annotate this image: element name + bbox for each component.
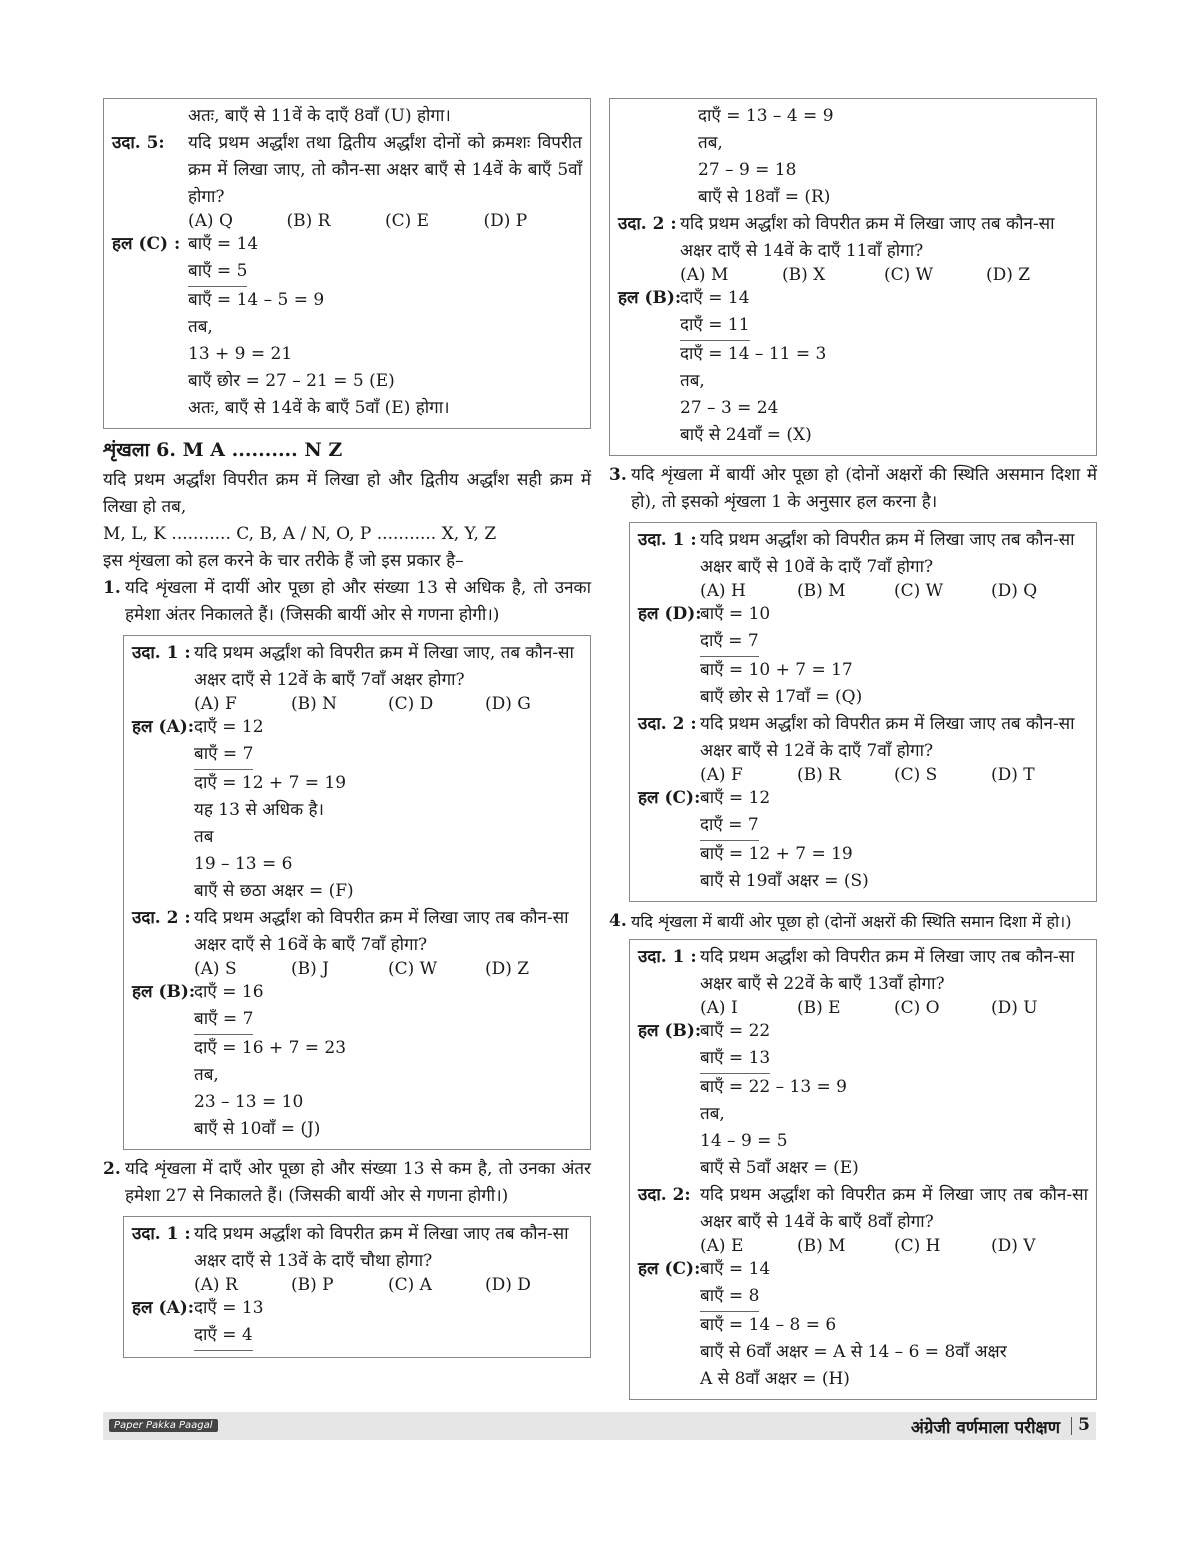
- step: तब,: [188, 317, 213, 337]
- solution-steps: [680, 285, 1088, 449]
- options-row: [638, 765, 1088, 785]
- solution-label: हल (B):: [618, 288, 682, 308]
- option: (C) D: [388, 694, 434, 714]
- option: (D) V: [991, 1236, 1036, 1256]
- option: (C) W: [388, 959, 438, 979]
- step: बाएँ = 10 + 7 = 17: [700, 660, 853, 680]
- solution-steps: [194, 979, 582, 1143]
- step: बाएँ से 5वाँ अक्षर = (E): [700, 1158, 859, 1178]
- method-text: यदि शृंखला में बायीं ओर पूछा हो (दोनों अक्षरों की स्थिति समान दिशा में हो।): [631, 912, 1072, 931]
- step: बाएँ = 14 – 5 = 9: [188, 290, 325, 310]
- step: तब,: [700, 1104, 725, 1124]
- example-label: उदा. 1 :: [638, 530, 697, 550]
- option: (D) Z: [485, 959, 530, 979]
- question-text: यदि प्रथम अर्द्धांश को विपरीत क्रम में लिखा जाए तब कौन-सा अक्षर दाएँ से 16वें के बाएँ 7वाँ होगा?: [194, 908, 569, 955]
- solution-steps: [700, 1256, 1088, 1393]
- example-label: उदा. 2 :: [638, 714, 697, 734]
- solution-steps: [700, 1018, 1088, 1182]
- step: 19 – 13 = 6: [194, 854, 293, 874]
- example-box: [609, 98, 1097, 456]
- option: (A) F: [700, 765, 743, 785]
- options-row: [112, 211, 582, 231]
- example-label: उदा. 1 :: [132, 1224, 191, 1244]
- options-row: [132, 694, 582, 714]
- option: (C) O: [894, 998, 940, 1018]
- chapter-title: अंग्रेजी वर्णमाला परीक्षण: [910, 1418, 1060, 1438]
- method-4: [609, 908, 1097, 935]
- solution: [112, 231, 582, 422]
- example-question: [638, 1182, 1088, 1236]
- option: (D) T: [991, 765, 1035, 785]
- page-number: 5: [1078, 1415, 1090, 1435]
- example-question: [112, 130, 582, 211]
- solution: [132, 979, 582, 1143]
- example-label: उदा. 1 :: [132, 643, 191, 663]
- example-question: [132, 905, 582, 959]
- question-text: यदि प्रथम अर्द्धांश को विपरीत क्रम में लिखा जाए तब कौन-सा अक्षर दाएँ से 14वें के दाएँ 11वाँ होगा?: [680, 214, 1055, 261]
- step: बाएँ = 12 + 7 = 19: [700, 844, 853, 864]
- option: (C) E: [385, 211, 430, 231]
- question-text: यदि प्रथम अर्द्धांश को विपरीत क्रम में लिखा जाए तब कौन-सा अक्षर दाएँ से 13वें के दाएँ चौथा होगा?: [194, 1224, 569, 1271]
- options-row: [638, 998, 1088, 1018]
- option: (A) I: [700, 998, 738, 1018]
- step: बाएँ = 22 – 13 = 9: [700, 1077, 848, 1097]
- method-1: [103, 575, 591, 629]
- example-question: [638, 944, 1088, 998]
- example-box: [123, 1216, 591, 1358]
- option: (C) A: [388, 1275, 432, 1295]
- solution: [638, 601, 1088, 711]
- question-text: यदि प्रथम अर्द्धांश को विपरीत क्रम में लिखा जाए तब कौन-सा अक्षर बाएँ से 12वें के दाएँ 7वाँ होगा?: [700, 714, 1075, 761]
- method-number: 3.: [609, 465, 627, 485]
- step: तब,: [680, 371, 705, 391]
- step: 27 – 9 = 18: [698, 160, 797, 180]
- option: (A) S: [194, 959, 237, 979]
- step: बाएँ से 18वाँ = (R): [698, 187, 831, 207]
- step: बाएँ से 24वाँ = (X): [680, 425, 812, 445]
- method-text: यदि शृंखला में दाएँ ओर पूछा हो और संख्या 13 से कम है, तो उनका अंतर हमेशा 27 से निकालते हैं। (जिसकी बायीं ओर से गणना होगी।): [125, 1159, 591, 1206]
- example-label: उदा. 2:: [638, 1185, 691, 1205]
- option: (A) F: [194, 694, 237, 714]
- solution: [638, 785, 1088, 895]
- option: (B) J: [291, 959, 329, 979]
- example-box: [123, 635, 591, 1150]
- example-question: [638, 527, 1088, 581]
- methods-line: इस शृंखला को हल करने के चार तरीके हैं जो इस प्रकार है–: [103, 551, 464, 571]
- method-text: यदि शृंखला में दायीं ओर पूछा हो और संख्या 13 से अधिक है, तो उनका हमेशा अंतर निकालते हैं। (जिसकी बायीं ओर से गणना होगी।): [125, 578, 591, 625]
- step: अतः, बाएँ से 14वें के बाएँ 5वाँ (E) होगा।: [188, 398, 450, 418]
- step: दाएँ = 14 – 11 = 3: [680, 344, 827, 364]
- question-text: यदि प्रथम अर्द्धांश को विपरीत क्रम में लिखा जाए तब कौन-सा अक्षर बाएँ से 14वें के बाएँ 8वाँ होगा?: [700, 1185, 1088, 1232]
- option: (B) N: [291, 694, 338, 714]
- option: (D) Z: [986, 265, 1031, 285]
- step: दाएँ = 14: [680, 288, 750, 308]
- solution-steps: [700, 785, 1088, 895]
- step: बाएँ = 10: [700, 604, 771, 624]
- option: (D) P: [483, 211, 528, 231]
- step: 27 – 3 = 24: [680, 398, 779, 418]
- step: तब,: [194, 1065, 219, 1085]
- option: (A) R: [194, 1275, 238, 1295]
- example-question: [618, 211, 1088, 265]
- example-question: [132, 1221, 582, 1275]
- solution: [618, 285, 1088, 449]
- option: (B) X: [782, 265, 826, 285]
- option: (A) H: [700, 581, 746, 601]
- solution-label: हल (D):: [638, 604, 702, 624]
- step: बाएँ = 13: [700, 1045, 770, 1074]
- solution-label: हल (A):: [132, 1298, 195, 1318]
- question-text: यदि प्रथम अर्द्धांश को विपरीत क्रम में लिखा जाए, तब कौन-सा अक्षर दाएँ से 12वें के बाएँ 7वाँ अक्षर होगा?: [194, 643, 574, 690]
- step: बाएँ = 14: [188, 234, 259, 254]
- step: बाएँ से 19वाँ अक्षर = (S): [700, 871, 869, 891]
- example-box: [629, 939, 1097, 1400]
- question-text: यदि प्रथम अर्द्धांश तथा द्वितीय अर्द्धांश दोनों को क्रमशः विपरीत क्रम में लिखा जाए, तो कौन-सा अक्षर बाएँ से 14वें के बाएँ 5वाँ होगा?: [188, 133, 582, 207]
- option: (D) U: [991, 998, 1038, 1018]
- conclusion-line: अतः, बाएँ से 11वें के दाएँ 8वाँ (U) होगा।: [188, 106, 451, 126]
- option: (D) G: [485, 694, 531, 714]
- option: (B) P: [291, 1275, 334, 1295]
- publisher-logo: Paper Pakka Paagal: [109, 1419, 218, 1432]
- step: बाएँ = 5: [188, 258, 247, 287]
- step: दाएँ = 12 + 7 = 19: [194, 773, 347, 793]
- option: (B) M: [797, 1236, 846, 1256]
- solution: [132, 1295, 582, 1351]
- solution-label: हल (B):: [132, 982, 196, 1002]
- step: बाएँ = 8: [700, 1283, 759, 1312]
- example-label: उदा. 1 :: [638, 947, 697, 967]
- solution-steps: [700, 601, 1088, 711]
- option: (C) W: [884, 265, 934, 285]
- step: 13 + 9 = 21: [188, 344, 293, 364]
- left-column: [103, 98, 591, 1364]
- method-number: 4.: [609, 911, 627, 931]
- step: दाएँ = 4: [194, 1322, 253, 1351]
- solution: [638, 1256, 1088, 1393]
- option: (D) Q: [991, 581, 1038, 601]
- options-row: [618, 265, 1088, 285]
- example-label: उदा. 5:: [112, 133, 165, 153]
- step: दाएँ = 13 – 4 = 9: [698, 106, 834, 126]
- option: (A) E: [700, 1236, 744, 1256]
- solution-steps: [188, 231, 582, 422]
- step: बाएँ छोर = 27 – 21 = 5 (E): [188, 371, 395, 391]
- footer-divider: [1071, 1417, 1073, 1435]
- step: दाएँ = 16: [194, 982, 264, 1002]
- solution: [638, 1018, 1088, 1182]
- section-heading: शृंखला 6. M A .......... N Z: [103, 439, 343, 461]
- method-number: 1.: [103, 578, 121, 598]
- step: दाएँ = 16 + 7 = 23: [194, 1038, 347, 1058]
- step: दाएँ = 12: [194, 717, 264, 737]
- step: दाएँ = 7: [700, 812, 759, 841]
- method-text: यदि शृंखला में बायीं ओर पूछा हो (दोनों अक्षरों की स्थिति असमान दिशा में हो), तो इसको शृंखला 1 के अनुसार हल करना है।: [631, 465, 1097, 512]
- method-3: [609, 462, 1097, 516]
- step: बाएँ = 7: [194, 1006, 253, 1035]
- step: बाएँ = 22: [700, 1021, 771, 1041]
- option: (C) W: [894, 581, 944, 601]
- step: बाएँ = 14 – 8 = 6: [700, 1315, 837, 1335]
- options-row: [132, 1275, 582, 1295]
- option: (B) M: [797, 581, 846, 601]
- page-footer: [103, 1412, 1096, 1440]
- solution-label: हल (A):: [132, 717, 195, 737]
- question-text: यदि प्रथम अर्द्धांश को विपरीत क्रम में लिखा जाए तब कौन-सा अक्षर बाएँ से 10वें के दाएँ 7वाँ होगा?: [700, 530, 1075, 577]
- solution: [132, 714, 582, 905]
- step: बाएँ से छठा अक्षर = (F): [194, 881, 354, 901]
- right-column: [609, 98, 1097, 1406]
- step: बाएँ = 12: [700, 788, 771, 808]
- option: (A) Q: [188, 211, 233, 231]
- option: (B) R: [797, 765, 841, 785]
- option: (A) M: [680, 265, 729, 285]
- solution-steps: [194, 1295, 582, 1351]
- options-row: [638, 1236, 1088, 1256]
- example-box: [103, 98, 591, 429]
- step: A से 8वाँ अक्षर = (H): [700, 1369, 850, 1389]
- intro-paragraph: यदि प्रथम अर्द्धांश विपरीत क्रम में लिखा हो और द्वितीय अर्द्धांश सही क्रम में लिखा हो तब,: [103, 470, 591, 517]
- example-question: [638, 711, 1088, 765]
- series-line: M, L, K ........... C, B, A / N, O, P ........... X, Y, Z: [103, 524, 497, 544]
- method-2: [103, 1156, 591, 1210]
- example-question: [132, 640, 582, 694]
- step: बाएँ = 7: [194, 741, 253, 770]
- options-row: [638, 581, 1088, 601]
- solution-label: हल (C):: [638, 1259, 701, 1279]
- step: दाएँ = 13: [194, 1298, 264, 1318]
- step: दाएँ = 11: [680, 312, 750, 341]
- step: तब: [194, 827, 214, 847]
- example-box: [629, 522, 1097, 902]
- options-row: [132, 959, 582, 979]
- example-label: उदा. 2 :: [132, 908, 191, 928]
- step: 23 – 13 = 10: [194, 1092, 304, 1112]
- option: (C) S: [894, 765, 938, 785]
- solution-label: हल (C):: [638, 788, 701, 808]
- option: (C) H: [894, 1236, 941, 1256]
- step: बाएँ से 10वाँ = (J): [194, 1119, 321, 1139]
- option: (B) R: [286, 211, 331, 231]
- step: बाएँ छोर से 17वाँ = (Q): [700, 687, 863, 707]
- solution-label: हल (C) :: [112, 234, 181, 254]
- step: दाएँ = 7: [700, 628, 759, 657]
- option: (B) E: [797, 998, 841, 1018]
- solution-steps: [194, 714, 582, 905]
- step: यह 13 से अधिक है।: [194, 800, 324, 820]
- step: बाएँ = 14: [700, 1259, 771, 1279]
- option: (D) D: [485, 1275, 531, 1295]
- example-label: उदा. 2 :: [618, 214, 677, 234]
- question-text: यदि प्रथम अर्द्धांश को विपरीत क्रम में लिखा जाए तब कौन-सा अक्षर बाएँ से 22वें के बाएँ 13वाँ होगा?: [700, 947, 1075, 994]
- step: बाएँ से 6वाँ अक्षर = A से 14 – 6 = 8वाँ अक्षर: [700, 1342, 1007, 1362]
- step: 14 – 9 = 5: [700, 1131, 788, 1151]
- solution-label: हल (B):: [638, 1021, 702, 1041]
- method-number: 2.: [103, 1159, 121, 1179]
- step: तब,: [698, 133, 723, 153]
